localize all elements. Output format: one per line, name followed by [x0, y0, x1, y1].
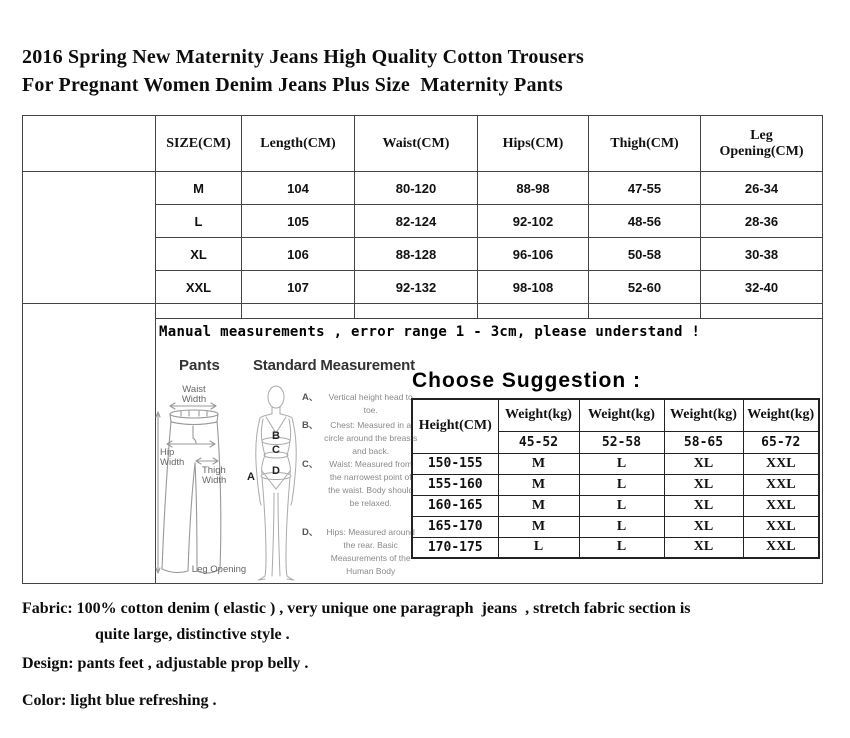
size-cell: M	[156, 172, 242, 205]
cs-header-row	[412, 399, 819, 431]
size-cell: 88-128	[355, 238, 478, 271]
cs-size-value: M	[498, 474, 579, 495]
size-table	[22, 115, 823, 584]
size-table-row-m	[23, 172, 823, 205]
size-cell: 50-58	[589, 238, 701, 271]
size-cell: 48-56	[589, 205, 701, 238]
size-cell: 107	[242, 271, 355, 304]
color-description: Color: light blue refreshing .	[22, 692, 217, 709]
cs-height-value: 160-165	[412, 495, 498, 516]
fabric-description-line2: quite large, distinctive style .	[95, 626, 290, 643]
size-cell: 47-55	[589, 172, 701, 205]
measurement-note: Manual measurements , error range 1 - 3cm, please understand !	[159, 324, 701, 340]
pants-thigh-width-label-1: Thigh	[202, 465, 226, 476]
cs-size-value: M	[498, 516, 579, 537]
size-cell: 82-124	[355, 205, 478, 238]
annotation-a-text: Vertical height head to toe.	[328, 392, 413, 415]
size-cell: 96-106	[478, 238, 589, 271]
size-table-blank-cell	[23, 304, 156, 584]
cs-size-value: XL	[664, 537, 743, 558]
size-cell: 30-38	[701, 238, 823, 271]
size-table-header-cell: Hips(CM)	[478, 116, 589, 172]
size-cell: 106	[242, 238, 355, 271]
page-title-line1: 2016 Spring New Maternity Jeans High Quality Cotton Trousers	[22, 46, 585, 68]
size-cell: 88-98	[478, 172, 589, 205]
pants-diagram-title: Pants	[179, 357, 220, 374]
cs-size-value: L	[579, 537, 664, 558]
cs-weight-range: 52-58	[579, 431, 664, 453]
choose-suggestion-table	[411, 398, 820, 559]
annotation-b-letter: B、	[302, 420, 319, 431]
annotation-d	[302, 526, 418, 578]
size-table-blank-cell	[23, 116, 156, 172]
size-cell: 104	[242, 172, 355, 205]
cs-row	[412, 537, 819, 558]
cs-weight-range: 58-65	[664, 431, 743, 453]
cs-size-value: L	[579, 453, 664, 474]
annotation-c-text: Waist: Measured from the narrowest point of the waist. Body should be relaxed.	[328, 459, 414, 508]
cs-size-value: L	[579, 516, 664, 537]
size-table-header-cell: Leg Opening(CM)	[701, 116, 823, 172]
cs-height-value: 165-170	[412, 516, 498, 537]
cs-height-value: 170-175	[412, 537, 498, 558]
size-cell: 32-40	[701, 271, 823, 304]
figure-letter-c: C	[272, 444, 280, 456]
diagram-cell	[156, 319, 823, 584]
cs-size-value: L	[579, 474, 664, 495]
design-description: Design: pants feet , adjustable prop belly .	[22, 655, 309, 672]
cs-height-value: 155-160	[412, 474, 498, 495]
size-table-spacer-row	[23, 304, 823, 319]
cs-size-value: XL	[664, 495, 743, 516]
pants-waist-width-label-2: Width	[181, 394, 207, 405]
cs-row	[412, 453, 819, 474]
pants-thigh-width-label-2: Width	[202, 475, 227, 486]
cs-row	[412, 495, 819, 516]
size-table-header-cell: SIZE(CM)	[156, 116, 242, 172]
cs-size-value: M	[498, 453, 579, 474]
cs-size-value: XXL	[743, 537, 819, 558]
cs-size-value: XXL	[743, 474, 819, 495]
cs-height-value: 150-155	[412, 453, 498, 474]
standard-measurement-title: Standard Measurement	[253, 357, 415, 374]
pants-waist-width-label-1: Waist	[182, 384, 206, 395]
size-cell: 52-60	[589, 271, 701, 304]
pants-hip-width-label-1: Hip	[160, 447, 175, 458]
cs-weight-header: Weight(kg)	[498, 399, 579, 431]
cs-row	[412, 474, 819, 495]
page-title-line2: For Pregnant Women Denim Jeans Plus Size Maternity Pants	[22, 74, 563, 96]
cs-size-value: M	[498, 495, 579, 516]
size-table-header-cell: Thigh(CM)	[589, 116, 701, 172]
cs-size-value: XXL	[743, 495, 819, 516]
annotation-d-letter: D、	[302, 527, 319, 538]
cs-row	[412, 516, 819, 537]
cs-size-value: XL	[664, 453, 743, 474]
figure-letter-d: D	[272, 465, 280, 477]
body-measurement-figure	[246, 381, 310, 583]
annotation-d-text: Hips: Measured around the rear. Basic Measurements of the Human Body	[326, 527, 415, 576]
diagram-area	[156, 319, 822, 583]
cs-weight-header: Weight(kg)	[579, 399, 664, 431]
cs-height-header: Height(CM)	[412, 399, 498, 453]
cs-weight-range: 45-52	[498, 431, 579, 453]
fabric-description-line1: Fabric: 100% cotton denim ( elastic ) , very unique one paragraph jeans , stretch fabric section is	[22, 600, 691, 617]
cs-weight-range: 65-72	[743, 431, 819, 453]
cs-size-value: L	[498, 537, 579, 558]
pants-leg-opening-label: Leg Opening	[191, 564, 247, 575]
annotation-a-letter: A、	[302, 392, 319, 403]
figure-letter-a: A	[247, 471, 255, 483]
size-cell: L	[156, 205, 242, 238]
size-cell: 28-36	[701, 205, 823, 238]
cs-weight-header: Weight(kg)	[664, 399, 743, 431]
annotation-b	[302, 419, 418, 458]
size-cell: XXL	[156, 271, 242, 304]
cs-size-value: XL	[664, 516, 743, 537]
annotation-b-text: Chest: Measured in a circle around the breasts and back.	[324, 420, 418, 456]
size-cell: 92-102	[478, 205, 589, 238]
size-table-header-cell: Length(CM)	[242, 116, 355, 172]
size-cell: 26-34	[701, 172, 823, 205]
cs-size-value: XXL	[743, 453, 819, 474]
size-table-header-row	[23, 116, 823, 172]
cs-size-value: XXL	[743, 516, 819, 537]
choose-suggestion-heading: Choose Suggestion :	[412, 369, 641, 392]
size-cell: 92-132	[355, 271, 478, 304]
annotation-c	[302, 458, 418, 510]
size-cell: 105	[242, 205, 355, 238]
size-cell: 80-120	[355, 172, 478, 205]
cs-size-value: L	[579, 495, 664, 516]
pants-hip-width-label-2: Width	[160, 457, 185, 468]
cs-size-value: XL	[664, 474, 743, 495]
size-table-header-cell: Waist(CM)	[355, 116, 478, 172]
size-cell: XL	[156, 238, 242, 271]
size-cell: 98-108	[478, 271, 589, 304]
annotation-c-letter: C、	[302, 459, 319, 470]
cs-weight-header: Weight(kg)	[743, 399, 819, 431]
size-table-blank-cell	[23, 172, 156, 304]
annotation-a	[302, 391, 418, 417]
figure-letter-b: B	[272, 430, 280, 442]
